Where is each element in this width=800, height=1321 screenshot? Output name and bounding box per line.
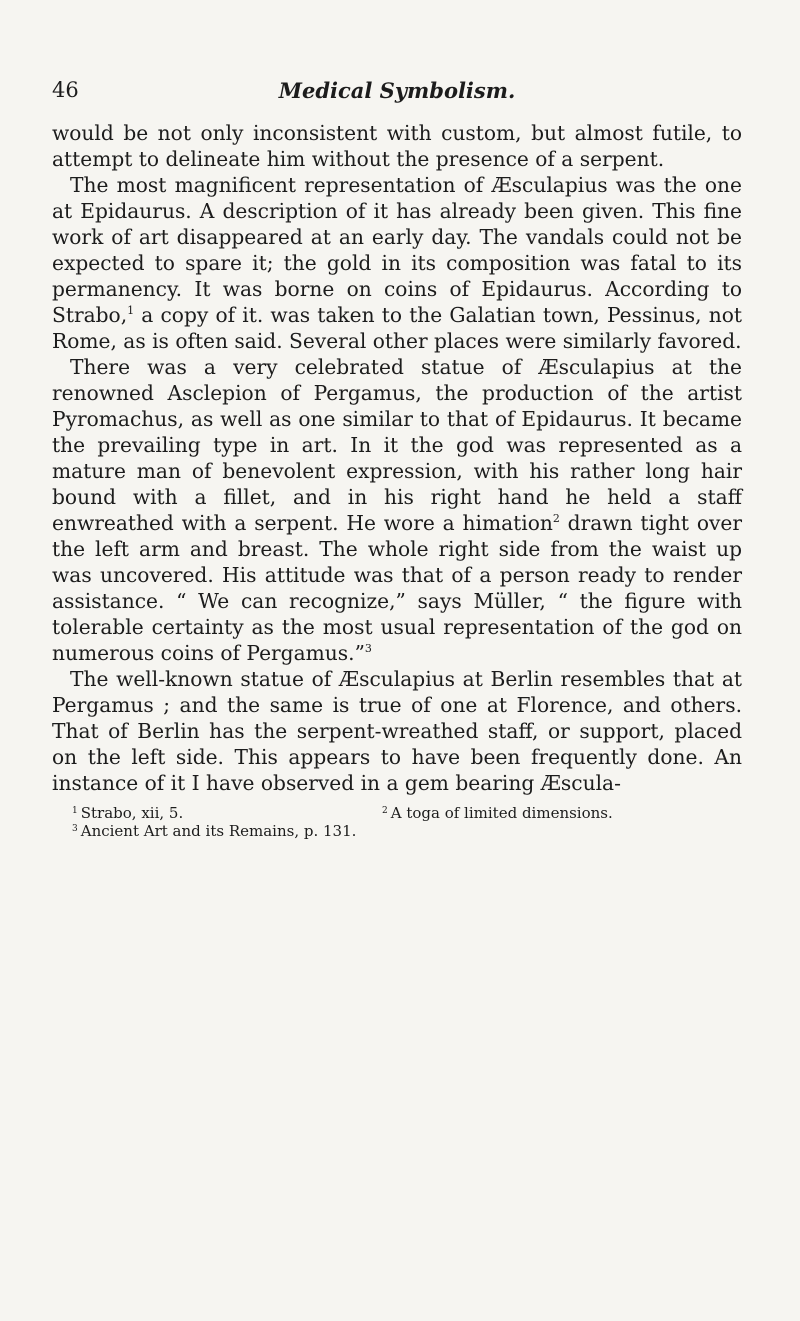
footnote-mark: 3 — [72, 824, 78, 834]
footnote-2 — [382, 804, 613, 822]
paragraph — [52, 666, 742, 796]
footnote-text: Strabo, xii, 5. — [80, 804, 184, 822]
paragraph-text: The most magnificent representation of Æsculapius was the one at Epidaurus. A description of it has already been given. This fine work of art disappeared at an early day. The vandals could not be expected to spare it; the gold in its composition was fatal to its permanency. It was borne on coins of Epidaurus. According to Strabo, — [52, 173, 742, 327]
paragraph — [52, 120, 742, 172]
paragraph-text: a copy of it. was taken to the Galatian town, Pessinus, not Rome, as is often said. Several other places were similarly favored. — [52, 303, 742, 353]
footnote-mark: 1 — [72, 806, 78, 816]
footnote-mark: 2 — [382, 806, 388, 816]
footnote-reference: 1 — [127, 304, 135, 317]
footnote-text: Ancient Art and its Remains, p. 131. — [80, 822, 357, 840]
paragraph-text: There was a very celebrated statue of Æsculapius at the renowned Asclepion of Pergamus, the production of the artist Pyromachus, as well as one similar to that of Epidaurus. It became the prevailing type in art. In it the god was represented as a mature man of benevolent expression, with his rather long hair bound with a fillet, and in his right hand he held a staff enwreathed with a serpent. He wore a himation — [52, 355, 742, 535]
footnote-3 — [52, 822, 356, 840]
paragraph-text: drawn tight over the left arm and breast. The whole right side from the waist up was uncovered. His attitude was that of a person ready to render assistance. “ We can recognize,” says Müller, “ the figure with tolerable certainty as the most usual representation of the god on numerous coins of Pergamus.” — [52, 511, 742, 665]
footnote-text: A toga of limited dimensions. — [390, 804, 613, 822]
footnotes — [52, 804, 742, 840]
footnote-reference: 2 — [552, 512, 560, 525]
paragraph-text: would be not only inconsistent with custom, but almost futile, to attempt to delineate him without the presence of a serpent. — [52, 121, 742, 171]
running-title: Medical Symbolism. — [278, 78, 516, 103]
paragraph — [52, 172, 742, 354]
body-text — [52, 120, 742, 796]
page-number: 46 — [52, 78, 79, 102]
paragraph-text: The well-known statue of Æsculapius at Berlin resembles that at Pergamus ; and the same is true of one at Florence, and others. That of Berlin has the serpent-wreathed staff, or support, placed on the left side. This appears to have been frequently done. An instance of it I have observed in a gem bearing Æscula- — [52, 667, 742, 795]
footnote-1 — [52, 804, 382, 822]
paragraph — [52, 354, 742, 666]
footnote-reference: 3 — [364, 642, 372, 655]
page-header — [52, 78, 742, 114]
